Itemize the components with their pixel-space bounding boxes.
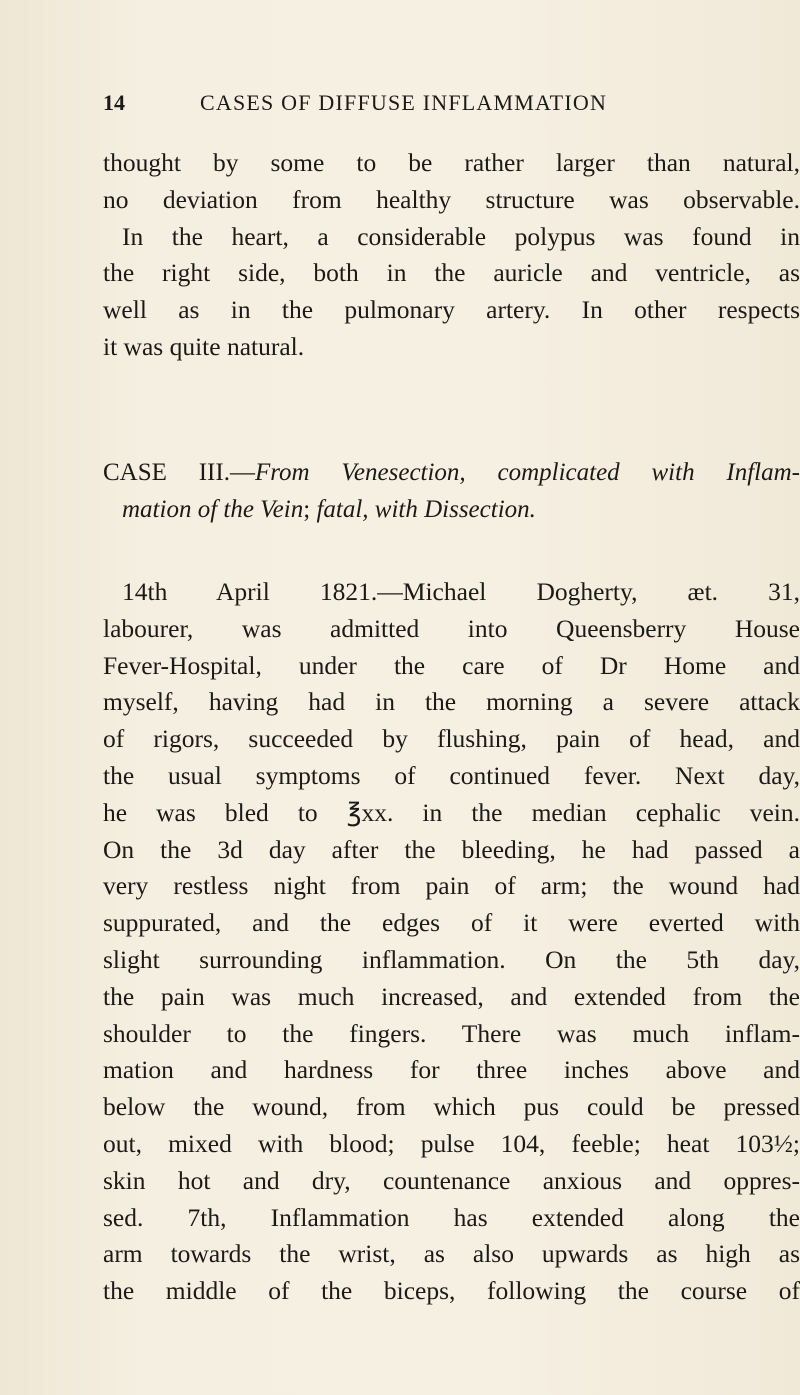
text-line: skin hot and dry, countenance anxious and oppres- [103, 1165, 800, 1195]
text-line: the middle of the biceps, following the course of [103, 1276, 800, 1306]
running-header [103, 90, 800, 116]
text-line: of rigors, succeeded by flushing, pain of head, and [103, 724, 800, 754]
case-label: CASE III.— [103, 459, 255, 486]
case-heading-line-1 [103, 455, 800, 492]
text-line: no deviation from healthy structure was observable. [103, 184, 800, 214]
text-line: On the 3d day after the bleeding, he had passed a [103, 834, 800, 864]
text-line: the usual symptoms of continued fever. Next day, [103, 760, 800, 790]
text-line: mation and hardness for three inches above and [103, 1055, 800, 1085]
case-heading [103, 455, 800, 529]
running-title: CASES OF DIFFUSE INFLAMMATION [200, 90, 608, 115]
text-line: below the wound, from which pus could be pressed [103, 1092, 800, 1122]
text-line: thought by some to be rather larger than natural, [103, 148, 800, 177]
text-line: Fever-Hospital, under the care of Dr Home and [103, 650, 800, 680]
text-line: he was bled to ℥xx. in the median cephalic vein. [103, 797, 800, 827]
text-line: very restless night from pain of arm; the wound had [103, 871, 800, 901]
text-line: the right side, both in the auricle and ventricle, as [103, 258, 800, 288]
text-line: shoulder to the fingers. There was much inflam- [103, 1018, 800, 1048]
case-heading-line-2 [103, 492, 800, 529]
text-line: out, mixed with blood; pulse 104, feeble; heat 103½; [103, 1128, 800, 1158]
text-line: sed. 7th, Inflammation has extended along the [103, 1202, 800, 1232]
case-subtitle-cont: mation of the Vein [122, 495, 304, 523]
case-subtitle-sep: ; [303, 495, 317, 523]
text-line: 14th April 1821.—Michael Dogherty, æt. 31, [122, 577, 800, 606]
text-line: arm towards the wrist, as also upwards as high as [103, 1239, 800, 1269]
text-line: suppurated, and the edges of it were everted with [103, 908, 800, 938]
text-line: labourer, was admitted into Queensberry House [103, 613, 800, 643]
case-narrative [103, 574, 800, 1310]
text-line: well as in the pulmonary artery. In other respects [103, 295, 800, 325]
paragraph-continued [103, 145, 800, 366]
text-line: myself, having had in the morning a severe attack [103, 687, 800, 717]
text-line: the pain was much increased, and extended from the [103, 981, 800, 1011]
text-line: In the heart, a considerable polypus was found in [122, 221, 800, 251]
text-line: slight surrounding inflammation. On the 5th day, [103, 944, 800, 974]
page-number: 14 [103, 90, 125, 115]
case-subtitle: From Venesection, complicated with Inflam- [254, 459, 800, 486]
text-line: it was quite natural. [103, 331, 305, 361]
case-subtitle-outcome: fatal, with Dissection. [316, 495, 536, 523]
